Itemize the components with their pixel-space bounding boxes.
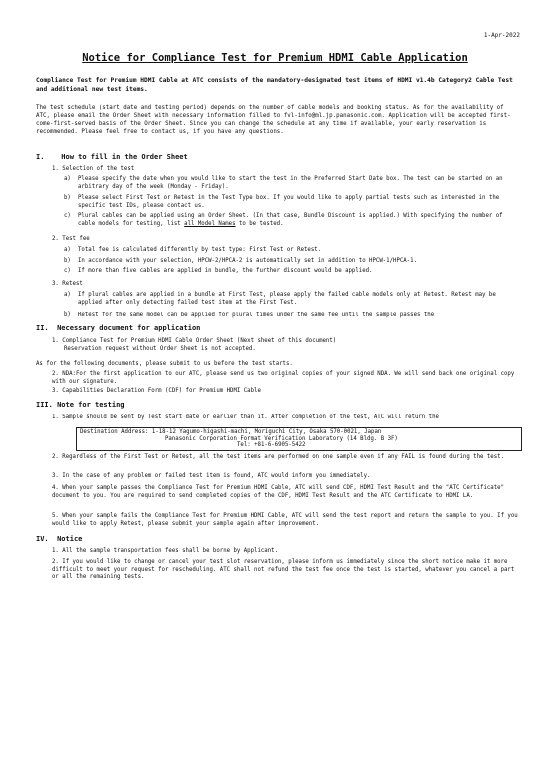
address-line-2: Panasonic Corporation Format Verification Laboratory (14 Bldg. B 3F) — [165, 435, 398, 442]
s1-c-text — [78, 213, 520, 228]
section-1-heading — [36, 153, 188, 161]
s1-c-letter: c) — [64, 213, 71, 219]
s2-item-1: 1. Compliance Test for Premium HDMI Cable Order Sheet (Next sheet of this document) — [52, 338, 337, 344]
s3-item-4: 4. When your sample passes the Compliance Test for Premium HDMI Cable, ATC will send CDF, HDMI Test Result and the "ATC Certificate" document to you. You are required to send completed copies of the CDF, HDMI Test Result and the ATC Certificate to HDMI LA. — [52, 485, 504, 499]
section-3-title: Note for testing — [57, 401, 125, 409]
s3-item-3: 3. In the case of any problem or failed test item is found, ATC would inform you immediately. — [52, 473, 371, 479]
s1-c-part2: to be tested. — [238, 220, 284, 227]
address-line-1: Destination Address: 1-18-12 Yagumo-higashi-machi, Moriguchi City, Osaka 570-0021, Japan — [80, 429, 382, 435]
s1-fb-text: In accordance with your selection, HPCW-2/HPCA-2 is automatically set in addition to HPCW-1/HPCA-1. — [78, 258, 417, 264]
s1-fb-letter: b) — [64, 258, 71, 264]
s1-item-2: 2. Test fee — [52, 236, 90, 242]
s1-fa-letter: a) — [64, 247, 71, 253]
s3-item-5: 5. When your sample fails the Compliance Test for Premium HDMI Cable, ATC will send the test report and return the sample to you. If you would like to apply Retest, please submit your sample again after improvement. — [52, 513, 518, 527]
section-1-title: How to fill in the Order Sheet — [61, 153, 188, 161]
section-4-number: IV. — [36, 535, 49, 543]
s2-item-2: 2. NDA:For the first application to our ATC, please send us two original copies of your signed NDA. We will send back one original copy with our signature. — [52, 371, 515, 385]
s1-ra-text: If plural cables are applied in a bundle at First Test, please apply the failed cable models only at Retest. Retest may be applied after only detecting failed test item at the First Test. — [78, 292, 496, 306]
s1-b-letter: b) — [64, 195, 71, 201]
s1-fc-letter: c) — [64, 268, 71, 274]
section-2-number: II. — [36, 324, 49, 332]
s1-c-part1: Plural cables can be applied using an Order Sheet. (In that case, Bundle Discount is applied.) With specifying the number of cable models for testing, list — [78, 213, 503, 227]
s1-a-letter: a) — [64, 176, 71, 182]
s1-item-3: 3. Retest — [52, 281, 83, 287]
schedule-paragraph: The test schedule (start date and testing period) depends on the number of cable models and booking status. As for the availability of ATC, please email the Order Sheet with necessary information filled to fvl-info@ml.jp.panasonic.com. Application will be accepted first-come-first-served basis of the Order Sheet. Since you can change the schedule at any time if available, your early reservation is recommended. Please feel free to contact us, if you have any questions. — [36, 105, 511, 135]
section-2-title: Necessary document for application — [57, 324, 201, 332]
section-4-heading — [36, 535, 82, 543]
s1-a-text: Please specify the date when you would like to start the test in the Preferred Start Date box. The test can be started on an arbitrary day of the week (Monday - Friday). — [78, 176, 503, 190]
s4-item-2: 2. If you would like to change or cancel your test slot reservation, please inform us immediately since the short notice make it more difficult to meet your request for rescheduling. ATC shall not refund the test fee once the test is started, whatever you cancel a part or all the remaining tests. — [52, 559, 515, 581]
address-line-3: Tel: +81-6-6905-5422 — [237, 442, 306, 449]
s3-item-1: 1. Sample should be sent by Test start date or earlier than it. After completion of the test, ATC will return the — [52, 414, 439, 420]
s1-rb-letter: b) — [64, 312, 71, 318]
s4-item-1: 1. All the sample transportation fees shall be borne by Applicant. — [52, 548, 278, 554]
intro-text: Compliance Test for Premium HDMI Cable at ATC consists of the mandatory-designated test items of HDMI v1.4b Category2 Cable Test and additional new test items. — [36, 77, 513, 93]
s1-rb-text: Retest for the same model can be applied for plural times under the same fee until the sample passes the — [78, 312, 435, 318]
s1-fc-text: If more than five cables are applied in bundle, the further discount would be applied. — [78, 268, 373, 274]
s2-item-3: 3. Capabilities Declaration Form (CDF) for Premium HDMI Cable — [52, 388, 261, 394]
document-title: Notice for Compliance Test for Premium HDMI Cable Application — [82, 52, 468, 64]
section-3-heading — [36, 401, 125, 409]
s1-item-1: 1. Selection of the test — [52, 166, 135, 172]
s2-follow: As for the following documents, please submit to us before the test starts. — [36, 361, 293, 367]
s1-ra-letter: a) — [64, 292, 71, 298]
s3-item-2: 2. Regardless of the First Test or Retest, all the test items are performed on one sample even if any FAIL is found during the test. — [52, 454, 504, 460]
document-date: 1-Apr-2022 — [483, 32, 520, 39]
section-3-number: III. — [36, 401, 53, 409]
destination-address-box — [76, 427, 522, 451]
s1-fa-text: Total fee is calculated differently by test type: First Test or Retest. — [78, 247, 322, 253]
section-4-title: Notice — [57, 535, 83, 543]
s2-item-1b: Reservation request without Order Sheet is not accepted. — [64, 346, 256, 352]
section-2-heading — [36, 324, 200, 332]
s1-b-text: Please select First Test or Retest in the Test Type box. If you would like to apply partial tests such as interested in the specific test IDs, please contact us. — [78, 195, 500, 209]
s1-c-underlined: all Model Names — [184, 220, 236, 227]
section-1-number: I. — [36, 153, 45, 161]
